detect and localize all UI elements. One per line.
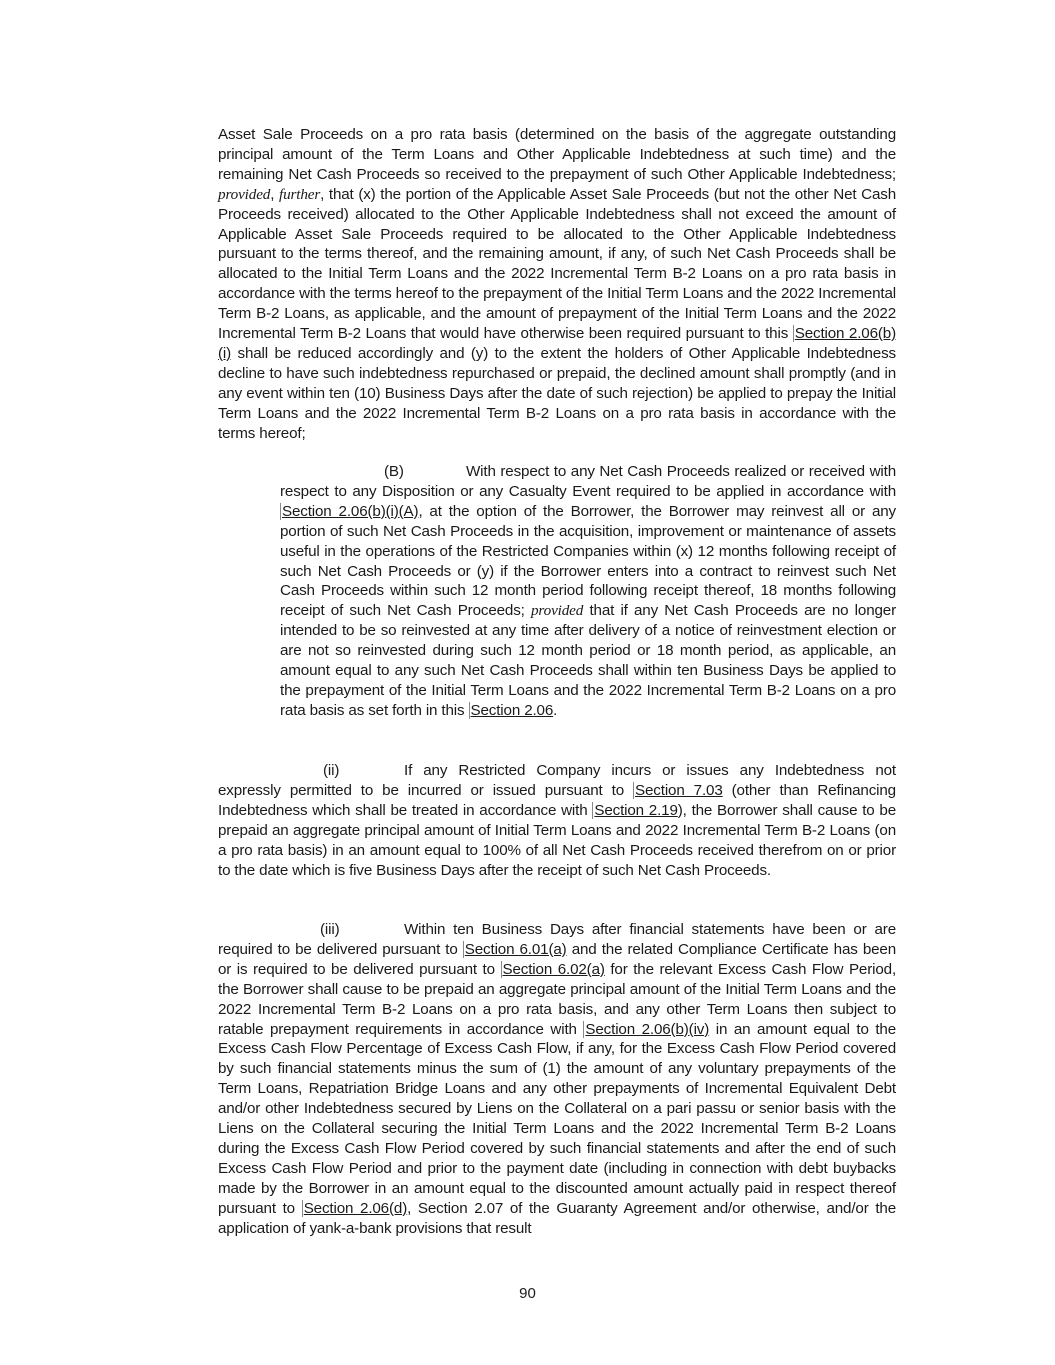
- text: , that (x) the portion of the Applicable Asset Sale Proceeds (but not the other Net Cash Proceeds received) allocated to the Other Applicable Indebtedness shall not exceed the amount of Applicable Asset Sale Proceeds required to be allocated to the Other Applicable Indebtedness pursuant to the terms thereof, and the remaining amount, if any, of such Net Cash Proceeds shall be allocated to the Initial Term Loans and the 2022 Incremental Term B-2 Loans on a pro rata basis in accordance with the terms hereof to the prepayment of the Initial Term Loans and the 2022 Incremental Term B-2 Loans, as applicable, and the amount of prepayment of the Initial Term Loans and the 2022 Incremental Term B-2 Loans that would have otherwise been required pursuant to this: [218, 185, 897, 343]
- paragraph-ii-indebtedness: [218, 761, 896, 880]
- section-reference-link[interactable]: Section 7.03: [635, 781, 723, 799]
- section-reference-link[interactable]: Section 2.06(d): [303, 1199, 408, 1217]
- clause-label-iii: (iii): [320, 921, 340, 938]
- text: If any Restricted Company incurs or issues any Indebtedness not expressly permitted to be incurred or issued pursuant to: [218, 762, 896, 799]
- text: in an amount equal to the Excess Cash Flow Percentage of Excess Cash Flow, if any, for the Excess Cash Flow Period covered by such financial statements minus the sum of (1) the amount of any voluntary prepayments of the Term Loans, Repatriation Bridge Loans and any other prepayments of Incremental Equivalent Debt and/or other Indebtedness secured by Liens on the Collateral on a pari passu or senior basis with the Liens on the Collateral securing the Initial Term Loans and the 2022 Incremental Term B-2 Loans during the Excess Cash Flow Period covered by such financial statements and after the end of such Excess Cash Flow Period and prior to the payment date (including in connection with debt buybacks made by the Borrower in an amount equal to the discounted amount actually paid in respect thereof pursuant to: [218, 1020, 896, 1217]
- text: for the relevant Excess Cash Flow Period, the Borrower shall cause to be prepaid an aggregate principal amount of the Initial Term Loans and the 2022 Incremental Term B-2 Loans on a pro rata basis, and any other Term Loans then subject to ratable prepayment requirements in accordance with: [218, 960, 897, 1038]
- further-term: further: [279, 185, 321, 203]
- section-reference-link[interactable]: Section 2.06: [470, 701, 554, 719]
- text: Asset Sale Proceeds on a pro rata basis (determined on the basis of the aggregate outstanding principal amount of the Term Loans and Other Applicable Indebtedness at such time) and the remaining Net Cash Proceeds so received to the prepayment of such Other Applicable Indebtedness;: [218, 126, 896, 183]
- section-reference-link[interactable]: Section 2.06(b)(i)(A): [282, 502, 419, 520]
- text: .: [553, 701, 558, 719]
- page-number: 90: [519, 1285, 536, 1302]
- text: shall be reduced accordingly and (y) to the extent the holders of Other Applicable Indebtedness decline to have such indebtedness repurchased or prepaid, the declined amount shall promptly (and in any event within ten (10) Business Days after the date of such rejection) be applied to prepay the Initial Term Loans and the 2022 Incremental Term B-2 Loans on a pro rata basis in accordance with the terms hereof;: [218, 344, 896, 442]
- section-reference-link[interactable]: Section 2.06(b)(iv): [585, 1020, 710, 1038]
- paragraph-asset-sale-proceeds: [218, 125, 896, 444]
- text: Within ten Business Days after financial statements have been or are required to be delivered pursuant to: [218, 921, 896, 958]
- clause-label-ii: (ii): [323, 762, 340, 779]
- text: With respect to any Net Cash Proceeds realized or received with respect to any Disposition or any Casualty Event required to be applied in accordance with: [280, 463, 896, 500]
- paragraph-b-reinvestment: [280, 462, 896, 721]
- section-reference-link[interactable]: Section 2.19: [594, 801, 678, 819]
- text: and the related Compliance Certificate has been or is required to be delivered pursuant to: [218, 940, 897, 978]
- section-reference-link[interactable]: Section 6.02(a): [502, 960, 605, 978]
- text: (other than Refinancing Indebtedness which shall be treated in accordance with: [218, 781, 896, 819]
- paragraph-iii-excess-cash-flow: [218, 920, 896, 1239]
- section-reference-link[interactable]: Section 6.01(a): [464, 940, 567, 958]
- text: , Section 2.07 of the Guaranty Agreement and/or otherwise, and/or the application of yank-a-bank provisions that result: [218, 1199, 896, 1237]
- text: that if any Net Cash Proceeds are no longer intended to be so reinvested at any time after delivery of a notice of reinvestment election or are not so reinvested during such 12 month period or 18 month period, as applicable, an amount equal to any such Net Cash Proceeds shall within ten Business Days be applied to the prepayment of the Initial Term Loans and the 2022 Incremental Term B-2 Loans on a pro rata basis as set forth in this: [280, 602, 896, 719]
- text: , at the option of the Borrower, the Borrower may reinvest all or any portion of such Net Cash Proceeds in the acquisition, improvement or maintenance of assets useful in the operations of the Restricted Companies within (x) 12 months following receipt of such Net Cash Proceeds or (y) if the Borrower enters into a contract to reinvest such Net Cash Proceeds within such 12 month period following receipt thereof, 18 months following receipt of such Net Cash Proceeds;: [280, 502, 896, 620]
- clause-label-b: (B): [384, 463, 404, 480]
- text: ,: [270, 185, 279, 203]
- section-reference-link[interactable]: Section 2.06(b)(i): [218, 325, 897, 362]
- provided-term: provided: [530, 602, 584, 620]
- provided-term: provided: [218, 185, 271, 203]
- text: ), the Borrower shall cause to be prepaid an aggregate principal amount of Initial Term Loans and 2022 Incremental Term B-2 Loans (on a pro rata basis) in an amount equal to 100% of all Net Cash Proceeds received therefrom on or prior to the date which is five Business Days after the receipt of such Net Cash Proceeds.: [218, 801, 896, 879]
